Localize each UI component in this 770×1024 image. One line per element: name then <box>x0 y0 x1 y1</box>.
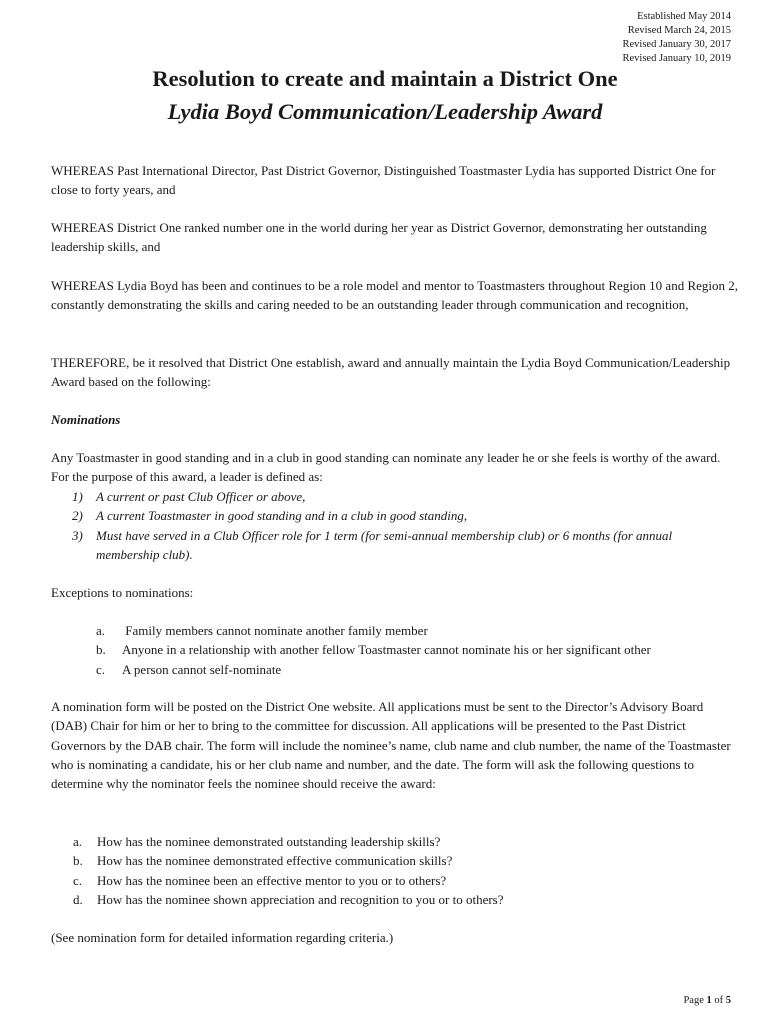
exceptions-heading: Exceptions to nominations: <box>51 585 194 600</box>
list-item: d. How has the nominee shown appreciation and recognition to you or to others? <box>73 891 504 907</box>
leader-criteria-list <box>72 487 732 564</box>
list-item: 1) A current or past Club Officer or above, <box>72 489 306 504</box>
document-subtitle: Lydia Boyd Communication/Leadership Award <box>167 99 603 124</box>
page-number: Page 1 of 5 <box>683 995 731 1006</box>
list-item: c. How has the nominee been an effective mentor to you or to others? <box>73 872 447 888</box>
list-item: a. How has the nominee demonstrated outstanding leadership skills? <box>73 834 441 849</box>
nominations-intro: Any Toastmaster in good standing and in a club in good standing can nominate any leader he or she feels is worthy of the award. For the purpose of this award, a leader is defined as: <box>51 450 721 485</box>
therefore-paragraph: THEREFORE, be it resolved that District One establish, award and annually maintain the Lydia Boyd Communication/Leadership Award based on the following: <box>51 355 731 390</box>
revision-history <box>431 10 731 66</box>
whereas-paragraph: WHEREAS District One ranked number one in the world during her year as District Governor, demonstrating her outstanding leadership skills, and <box>51 220 707 255</box>
list-item: 3) Must have served in a Club Officer role for 1 term (for semi-annual membership club) or 6 months (for annual membership club). <box>72 527 673 562</box>
revision-line: Revised January 10, 2019 <box>622 53 731 64</box>
whereas-paragraph: WHEREAS Lydia Boyd has been and continues to be a role model and mentor to Toastmasters throughout Region 10 and Region 2, constantly demonstrating the skills and caring needed to be an outstanding leader through communication and recognition, <box>51 278 739 313</box>
list-item: a. Family members cannot nominate another family member <box>96 623 428 638</box>
revision-line: Revised March 24, 2015 <box>627 25 731 36</box>
nomination-form-paragraph: A nomination form will be posted on the District One website. All applications must be sent to the Director’s Advisory Board (DAB) Chair for him or her to bring to the committee for discussion. All applications will be presented to the Past District Governors by the DAB chair. The form will include the nominee’s name, club name and club number, the name of the Toastmaster who is nominating a candidate, his or her club name and number, and the date. The form will ask the following questions to determine why the nominator feels the nominee should receive the award: <box>51 699 731 792</box>
questions-list <box>73 832 713 909</box>
document-title: Resolution to create and maintain a District One <box>152 66 618 91</box>
list-item: 2) A current Toastmaster in good standing and in a club in good standing, <box>72 508 468 524</box>
whereas-paragraph: WHEREAS Past International Director, Past District Governor, Distinguished Toastmaster Lydia has supported District One for close to forty years, and <box>51 163 716 198</box>
list-item: b. How has the nominee demonstrated effective communication skills? <box>73 853 453 869</box>
list-item: b. Anyone in a relationship with another fellow Toastmaster cannot nominate his or her significant other <box>96 642 651 658</box>
revision-line: Established May 2014 <box>637 11 731 22</box>
see-form-note: (See nomination form for detailed information regarding criteria.) <box>51 930 394 945</box>
nominations-heading: Nominations <box>51 412 121 427</box>
list-item: c. A person cannot self-nominate <box>96 661 282 677</box>
revision-line: Revised January 30, 2017 <box>622 39 731 50</box>
exceptions-list <box>96 621 736 679</box>
